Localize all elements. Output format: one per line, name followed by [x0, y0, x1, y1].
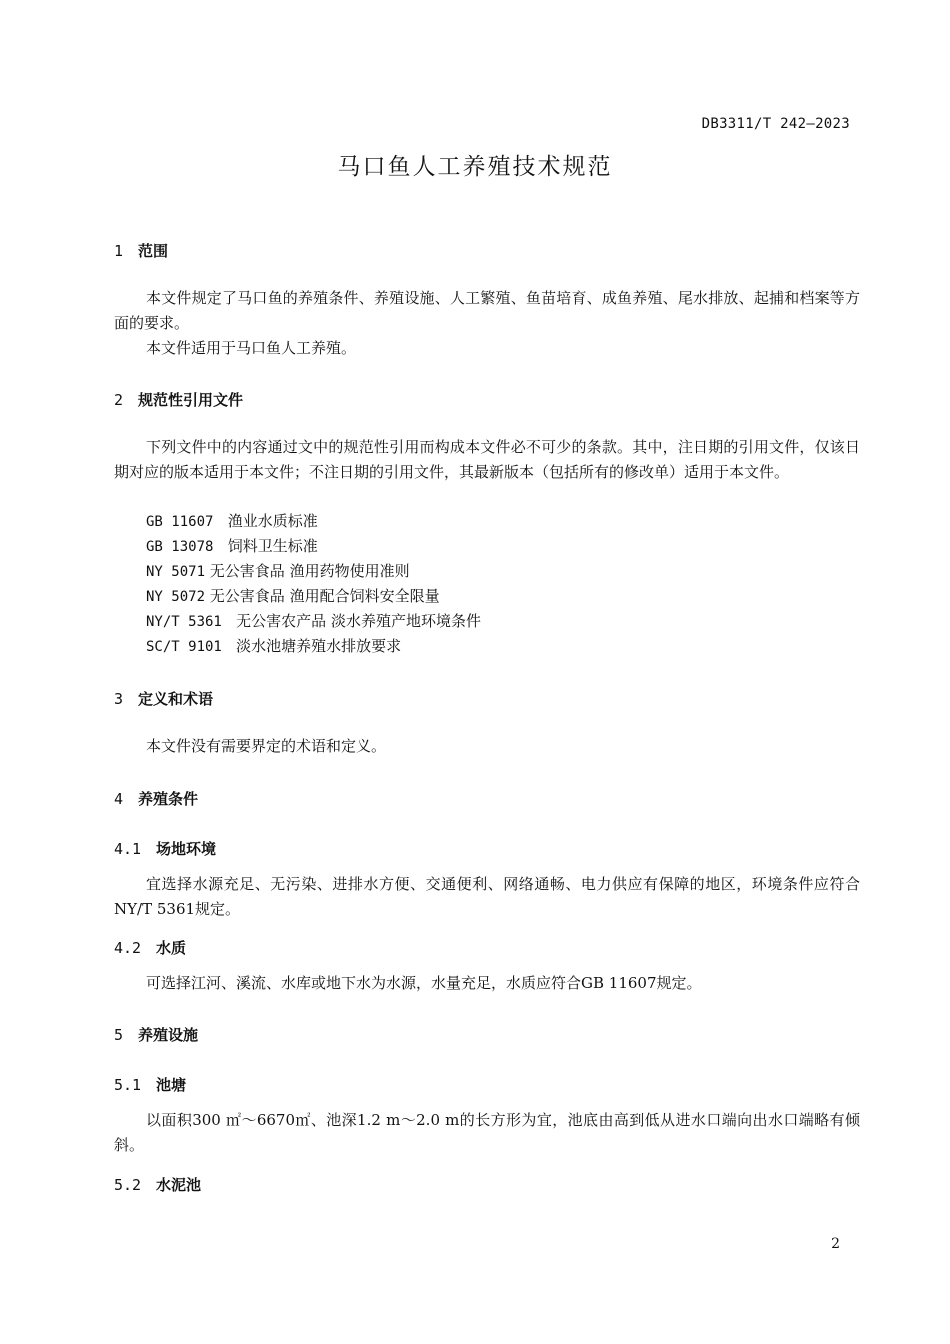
section-number: 5.1 [114, 1076, 142, 1094]
paragraph: 本文件没有需要界定的术语和定义。 [146, 737, 387, 755]
reference-title: 无公害食品 渔用配合饲料安全限量 [209, 587, 440, 605]
subsection-4-1-heading [114, 838, 216, 859]
section-5-heading [114, 1024, 198, 1045]
section-number: 5.2 [114, 1176, 142, 1194]
section-title: 定义和术语 [138, 690, 214, 708]
reference-item [146, 610, 481, 631]
section-number: 3 [114, 690, 124, 708]
reference-code: GB 11607 [146, 514, 214, 530]
reference-item [146, 635, 401, 656]
section-title: 规范性引用文件 [138, 391, 244, 409]
reference-title: 淡水池塘养殖水排放要求 [236, 637, 402, 655]
section-number: 4.1 [114, 840, 142, 858]
subsection-5-2-heading [114, 1174, 201, 1195]
section-title: 场地环境 [156, 840, 217, 858]
section-number: 4.2 [114, 939, 142, 957]
reference-title: 无公害农产品 淡水养殖产地环境条件 [236, 612, 481, 630]
section-4-heading [114, 788, 198, 809]
reference-item [146, 535, 318, 556]
section-2-heading [114, 389, 243, 410]
document-id: DB3311/T 242—2023 [701, 116, 850, 132]
paragraph: 可选择江河、溪流、水库或地下水为水源，水量充足，水质应符合GB 11607规定。 [146, 974, 702, 992]
reference-code: NY 5071 [146, 564, 206, 580]
section-title: 养殖设施 [138, 1026, 199, 1044]
page-number: 2 [831, 1236, 840, 1252]
reference-code: NY/T 5361 [146, 614, 222, 630]
reference-item [146, 510, 318, 531]
subsection-5-1-heading [114, 1074, 186, 1095]
section-title: 范围 [138, 242, 169, 260]
reference-item [146, 585, 440, 606]
reference-title: 无公害食品 渔用药物使用准则 [209, 562, 410, 580]
reference-item [146, 560, 410, 581]
paragraph: 本文件规定了马口鱼的养殖条件、养殖设施、人工繁殖、鱼苗培育、成鱼养殖、尾水排放、起捕和档案等方面的要求。 [114, 289, 860, 332]
section-title: 池塘 [156, 1076, 187, 1094]
section-number: 1 [114, 242, 124, 260]
reference-code: NY 5072 [146, 589, 206, 605]
subsection-4-2-heading [114, 937, 186, 958]
section-number: 4 [114, 790, 124, 808]
reference-title: 渔业水质标准 [227, 512, 318, 530]
section-3-heading [114, 688, 213, 709]
page-title: 马口鱼人工养殖技术规范 [337, 154, 613, 180]
section-title: 养殖条件 [138, 790, 199, 808]
reference-code: GB 13078 [146, 539, 214, 555]
section-number: 5 [114, 1026, 124, 1044]
reference-code: SC/T 9101 [146, 639, 222, 655]
section-title: 水质 [156, 939, 187, 957]
paragraph: 宜选择水源充足、无污染、进排水方便、交通便利、网络通畅、电力供应有保障的地区，环境条件应符合NY/T 5361规定。 [114, 875, 860, 918]
section-title: 水泥池 [156, 1176, 202, 1194]
paragraph: 本文件适用于马口鱼人工养殖。 [146, 339, 357, 357]
reference-title: 饲料卫生标准 [227, 537, 318, 555]
section-1-heading [114, 240, 168, 261]
section-number: 2 [114, 391, 124, 409]
paragraph: 以面积300 ㎡～6670㎡、池深1.2 m～2.0 m的长方形为宜，池底由高到低从进水口端向出水口端略有倾斜。 [114, 1111, 860, 1154]
paragraph: 下列文件中的内容通过文中的规范性引用而构成本文件必不可少的条款。其中，注日期的引用文件，仅该日期对应的版本适用于本文件；不注日期的引用文件，其最新版本（包括所有的修改单）适用于本文件。 [114, 438, 860, 481]
